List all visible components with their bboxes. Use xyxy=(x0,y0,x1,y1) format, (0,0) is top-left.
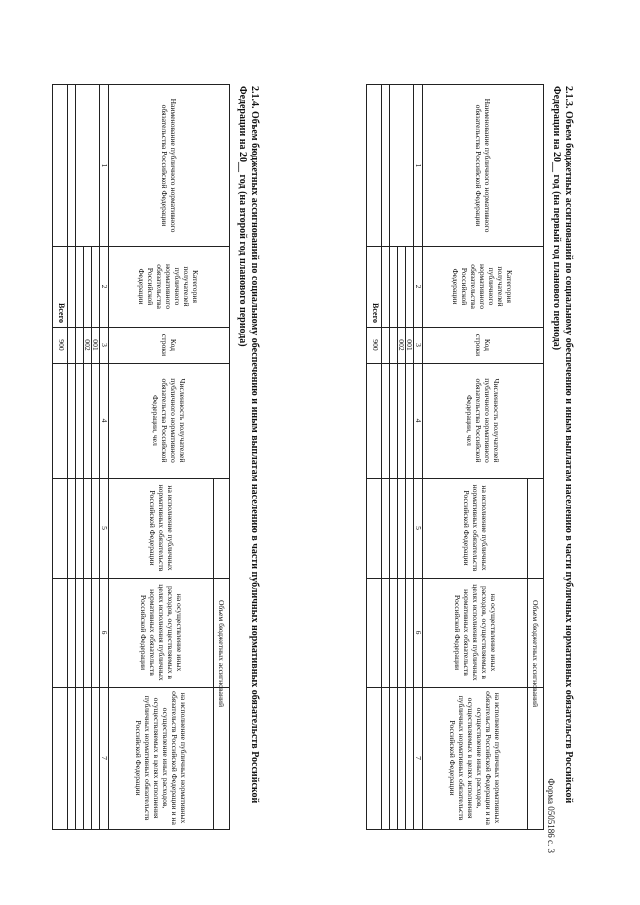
column-divider xyxy=(53,363,229,364)
header-col6: на осуществление иных расходов, осуществляемых в целях исполнения публичных нормативных обязательств Российской Федерации xyxy=(453,584,498,681)
header-obligation-name: Наименование публичного нормативного обязательства Российской Федерации xyxy=(474,98,492,233)
row-code: 002 xyxy=(397,339,406,351)
header-recipient-category: Категория получателей публичного нормативного обязательства Российской Федерации xyxy=(137,263,201,310)
header-col6: на осуществление иных расходов, осуществляемых в целях исполнения публичных нормативных обязательств Российской Федерации xyxy=(139,584,184,681)
row-line xyxy=(75,85,76,829)
column-number: 7 xyxy=(100,756,109,760)
column-number: 4 xyxy=(414,418,423,423)
column-divider xyxy=(53,478,229,479)
total-label: Всего xyxy=(57,303,66,323)
form-number: Форма 0505186 с. 3 xyxy=(546,778,556,853)
column-number: 2 xyxy=(414,284,423,289)
header-col5: на исполнение публичных нормативных обязательств Российской Федерации xyxy=(462,484,489,572)
column-number: 2 xyxy=(100,284,109,289)
column-divider xyxy=(367,578,543,579)
row-line xyxy=(67,85,68,829)
column-divider xyxy=(367,246,543,247)
header-recipient-category: Категория получателей публичного нормативного обязательства Российской Федерации xyxy=(451,263,515,310)
section-title: 2.1.3. Объем бюджетных ассигнований по социальному обеспечению и иным выплатам населению в части публичных нормативных обязательств Российской Федерации на 20__ год (на первый год планового периода) xyxy=(551,86,574,804)
header-col5: на исполнение публичных нормативных обязательств Российской Федерации xyxy=(148,484,175,572)
header-appropriations-group: Объем бюджетных ассигнований xyxy=(531,599,540,708)
header-col7: на исполнение публичных нормативных обязательств Российской Федерации и на осуществление иных расходов, осуществляемых в целях исполнения публичных нормативных обязательств Российской Федерации xyxy=(134,691,189,825)
column-divider xyxy=(367,478,543,479)
row-code: 001 xyxy=(91,339,100,351)
column-divider xyxy=(53,687,229,688)
section-title: 2.1.4. Объем бюджетных ассигнований по социальному обеспечению и иным выплатам населению в части публичных нормативных обязательств Российской Федерации на 20__ год (на второй год планового периода) xyxy=(237,86,260,804)
row-line xyxy=(389,85,390,829)
column-divider xyxy=(53,246,229,247)
header-col7: на исполнение публичных нормативных обязательств Российской Федерации и на осуществление иных расходов, осуществляемых в целях исполнения публичных нормативных обязательств Российской Федерации xyxy=(448,691,503,825)
row-line xyxy=(381,85,382,829)
total-label: Всего xyxy=(371,303,380,323)
appropriations-table xyxy=(52,84,230,830)
column-number: 4 xyxy=(100,418,109,423)
header-appropriations-group: Объем бюджетных ассигнований xyxy=(217,599,226,708)
column-number: 6 xyxy=(414,630,423,635)
column-number: 5 xyxy=(414,526,423,530)
column-divider xyxy=(53,578,229,579)
column-divider xyxy=(367,327,543,328)
header-row-code: Код строки xyxy=(474,333,492,357)
appropriations-table xyxy=(366,84,544,830)
column-divider xyxy=(367,363,543,364)
column-number: 7 xyxy=(414,756,423,760)
column-divider xyxy=(53,327,229,328)
column-number: 3 xyxy=(100,343,109,347)
column-divider xyxy=(367,687,543,688)
column-number: 1 xyxy=(100,163,109,168)
row-code: 001 xyxy=(405,339,414,351)
column-number: 1 xyxy=(414,163,423,168)
row-code: 002 xyxy=(83,339,92,351)
total-code: 900 xyxy=(371,339,380,351)
header-row-code: Код строки xyxy=(160,333,178,357)
total-code: 900 xyxy=(57,339,66,351)
column-number: 5 xyxy=(100,526,109,530)
column-number: 6 xyxy=(100,630,109,635)
header-recipients-count: Численность получателей публичного нормативного обязательства Российской Федерации, чел xyxy=(465,378,501,463)
header-obligation-name: Наименование публичного нормативного обязательства Российской Федерации xyxy=(160,98,178,233)
header-recipients-count: Численность получателей публичного нормативного обязательства Российской Федерации, чел xyxy=(151,378,187,463)
column-number: 3 xyxy=(414,343,423,347)
